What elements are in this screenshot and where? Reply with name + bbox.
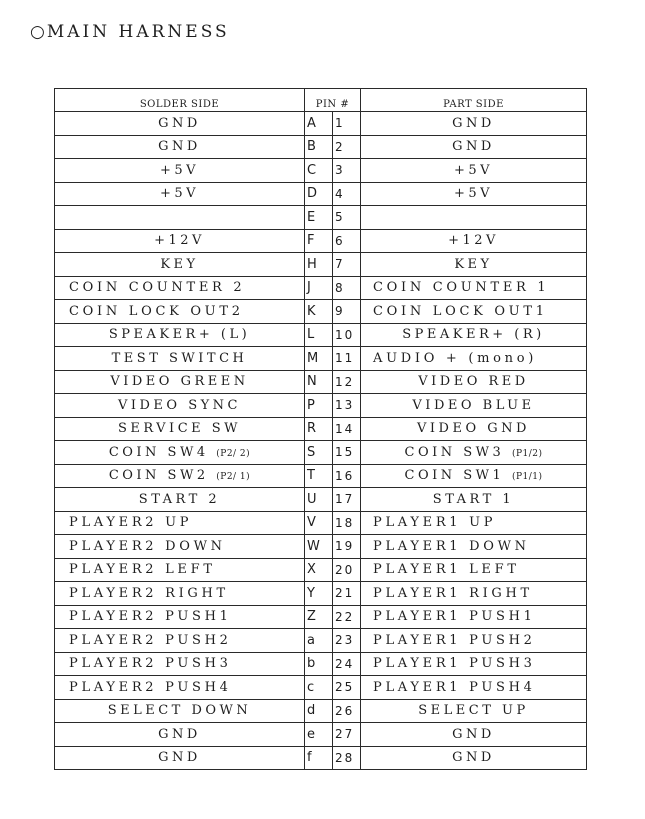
solder-signal-label: PLAYER2 UP [69,515,193,531]
part-signal-note: (P1/2) [511,448,543,459]
part-signal-label: GND [452,726,495,742]
table-header-row [55,89,587,112]
pin-number-cell: 14 [333,417,361,441]
table-row [55,558,587,582]
solder-signal-label: SERVICE SW [117,421,242,437]
solder-side-cell [55,370,305,394]
solder-signal-note: (P2/ 2) [216,448,251,459]
part-side-cell [361,676,587,700]
pin-number-cell: 11 [333,347,361,371]
pin-letter-cell: K [305,300,333,324]
part-signal-label: PLAYER1 LEFT [373,562,520,578]
pin-number-cell: 23 [333,629,361,653]
pin-number-cell: 10 [333,323,361,347]
solder-side-cell [55,676,305,700]
solder-signal-label: GND [158,139,201,155]
solder-side-cell [55,464,305,488]
solder-side-cell [55,558,305,582]
solder-side-cell [55,488,305,512]
table-row [55,229,587,253]
solder-signal-label: +5V [159,162,200,178]
part-signal-label: PLAYER1 PUSH3 [373,656,536,672]
solder-signal-label: PLAYER2 PUSH1 [69,609,232,625]
pin-letter-cell: c [305,676,333,700]
pin-letter-cell: S [305,441,333,465]
pin-number-cell: 15 [333,441,361,465]
pin-letter-cell: Y [305,582,333,606]
solder-signal-label: GND [158,115,201,131]
part-side-cell [361,276,587,300]
part-side-cell [361,417,587,441]
pin-number-cell: 4 [333,182,361,206]
part-side-cell [361,582,587,606]
part-side-cell [361,464,587,488]
pin-letter-cell: b [305,652,333,676]
part-signal-label: COIN LOCK OUT1 [373,303,548,319]
pin-number-cell: 27 [333,723,361,747]
solder-side-cell [55,112,305,136]
pin-number-cell: 17 [333,488,361,512]
pin-letter-cell: E [305,206,333,230]
pin-letter-cell: V [305,511,333,535]
pin-letter-cell: C [305,159,333,183]
part-signal-label: COIN COUNTER 1 [373,280,550,296]
table-row [55,582,587,606]
part-side-cell [361,253,587,277]
part-side-cell [361,605,587,629]
part-side-cell [361,112,587,136]
solder-signal-label: VIDEO GREEN [110,374,249,390]
table-row [55,206,587,230]
solder-side-cell [55,511,305,535]
solder-side-cell [55,582,305,606]
part-signal-label: PLAYER1 UP [373,515,497,531]
table-row [55,746,587,770]
table-row [55,370,587,394]
solder-signal-label: PLAYER2 PUSH2 [69,632,232,648]
solder-side-cell [55,441,305,465]
pin-number-cell: 16 [333,464,361,488]
part-signal-label: +5V [453,186,494,202]
solder-signal-label: +5V [159,186,200,202]
solder-side-cell [55,723,305,747]
solder-side-cell [55,699,305,723]
table-row [55,511,587,535]
solder-side-cell [55,159,305,183]
part-side-cell [361,535,587,559]
solder-signal-label: COIN SW2 [108,468,209,484]
part-signal-label: COIN SW3 [404,444,505,460]
solder-signal-label: GND [158,726,201,742]
part-signal-label: START 1 [432,491,515,507]
solder-signal-label: SPEAKER+ (L) [108,327,251,343]
part-side-cell [361,300,587,324]
pin-number-cell: 7 [333,253,361,277]
table-row [55,394,587,418]
pin-letter-cell: f [305,746,333,770]
part-side-cell [361,652,587,676]
harness-pinout-table [54,88,587,770]
solder-signal-label: VIDEO SYNC [117,397,242,413]
part-side-cell [361,135,587,159]
part-signal-label: GND [452,139,495,155]
pin-letter-cell: A [305,112,333,136]
pin-number-cell: 28 [333,746,361,770]
part-signal-label: SELECT UP [418,703,529,719]
part-side-cell [361,229,587,253]
solder-side-cell [55,253,305,277]
part-signal-label: PLAYER1 PUSH1 [373,609,536,625]
solder-signal-label: COIN SW4 [108,444,209,460]
solder-side-cell [55,300,305,324]
solder-side-cell [55,323,305,347]
table-row [55,182,587,206]
table-row [55,159,587,183]
part-side-cell [361,511,587,535]
solder-side-cell [55,652,305,676]
solder-signal-label: GND [158,750,201,766]
pin-number-cell: 26 [333,699,361,723]
table-row [55,276,587,300]
pin-letter-cell: U [305,488,333,512]
part-side-header: PART SIDE [361,89,587,112]
pin-letter-cell: a [305,629,333,653]
pin-letter-cell: B [305,135,333,159]
table-row [55,300,587,324]
part-side-cell [361,370,587,394]
pin-number-cell: 3 [333,159,361,183]
pin-letter-cell: M [305,347,333,371]
table-row [55,135,587,159]
table-row [55,535,587,559]
pin-letter-cell: R [305,417,333,441]
part-signal-label: PLAYER1 PUSH2 [373,632,536,648]
solder-side-cell [55,182,305,206]
part-signal-label: VIDEO GND [417,421,530,437]
part-side-cell [361,488,587,512]
solder-signal-label: COIN COUNTER 2 [69,280,246,296]
part-signal-label: PLAYER1 DOWN [373,538,530,554]
table-row [55,323,587,347]
part-side-cell [361,394,587,418]
pin-letter-cell: L [305,323,333,347]
part-side-cell [361,441,587,465]
solder-signal-label: PLAYER2 PUSH3 [69,656,232,672]
part-signal-label: VIDEO BLUE [412,397,535,413]
table-row [55,605,587,629]
solder-signal-label: PLAYER2 DOWN [69,538,226,554]
pin-letter-cell: N [305,370,333,394]
pin-number-cell: 6 [333,229,361,253]
pin-letter-cell: H [305,253,333,277]
pin-number-header: PIN # [305,89,361,112]
page-title [30,22,230,42]
table-row [55,629,587,653]
solder-side-cell [55,746,305,770]
part-side-cell [361,323,587,347]
pin-letter-cell: F [305,229,333,253]
solder-side-cell [55,394,305,418]
solder-side-cell [55,605,305,629]
pin-letter-cell: X [305,558,333,582]
pin-letter-cell: Z [305,605,333,629]
solder-signal-label: PLAYER2 LEFT [69,562,216,578]
part-side-cell [361,723,587,747]
part-signal-label: PLAYER1 RIGHT [373,585,533,601]
pin-number-cell: 19 [333,535,361,559]
solder-side-cell [55,535,305,559]
pin-letter-cell: T [305,464,333,488]
table-row [55,464,587,488]
pin-number-cell: 20 [333,558,361,582]
part-side-cell [361,206,587,230]
table-row [55,417,587,441]
pin-number-cell: 24 [333,652,361,676]
pin-number-cell: 22 [333,605,361,629]
table-row [55,112,587,136]
pin-number-cell: 18 [333,511,361,535]
pin-number-cell: 1 [333,112,361,136]
pin-number-cell: 5 [333,206,361,230]
part-side-cell [361,182,587,206]
table-body [55,112,587,770]
table-row [55,347,587,371]
solder-signal-note: (P2/ 1) [216,472,251,483]
solder-signal-label: TEST SWITCH [111,350,248,366]
pin-letter-cell: P [305,394,333,418]
pin-letter-cell: e [305,723,333,747]
table-row [55,652,587,676]
solder-side-cell [55,206,305,230]
pin-number-cell: 25 [333,676,361,700]
part-signal-label: SPEAKER+ (R) [402,327,545,343]
part-side-cell [361,558,587,582]
pin-number-cell: 8 [333,276,361,300]
pin-letter-cell: W [305,535,333,559]
table-row [55,441,587,465]
solder-signal-label: START 2 [138,491,221,507]
solder-side-cell [55,629,305,653]
pin-number-cell: 21 [333,582,361,606]
pin-number-cell: 9 [333,300,361,324]
part-signal-label: GND [452,115,495,131]
table-row [55,676,587,700]
part-side-cell [361,699,587,723]
solder-side-cell [55,135,305,159]
circle-bullet-icon: ○ [30,22,45,42]
solder-side-cell [55,276,305,300]
pin-number-cell: 12 [333,370,361,394]
part-signal-label: PLAYER1 PUSH4 [373,679,536,695]
part-signal-label: +12V [448,233,499,249]
table-row [55,723,587,747]
part-side-cell [361,629,587,653]
solder-signal-label: +12V [154,233,205,249]
pin-letter-cell: d [305,699,333,723]
part-signal-label: GND [452,750,495,766]
part-signal-label: +5V [453,162,494,178]
solder-signal-label: KEY [160,256,199,272]
solder-signal-label: SELECT DOWN [107,703,252,719]
part-side-cell [361,746,587,770]
solder-side-header: SOLDER SIDE [55,89,305,112]
page-title-text: MAIN HARNESS [46,22,230,42]
table-row [55,699,587,723]
solder-signal-label: PLAYER2 RIGHT [69,585,229,601]
part-signal-label: KEY [454,256,493,272]
part-side-cell [361,159,587,183]
part-signal-note: (P1/1) [511,472,543,483]
pin-letter-cell: J [305,276,333,300]
part-signal-label: VIDEO RED [418,374,529,390]
part-side-cell [361,347,587,371]
part-signal-label: AUDIO + (mono) [373,350,538,366]
solder-signal-label: COIN LOCK OUT2 [69,303,244,319]
solder-signal-label: PLAYER2 PUSH4 [69,679,232,695]
table-row [55,253,587,277]
pin-number-cell: 13 [333,394,361,418]
solder-side-cell [55,229,305,253]
pin-letter-cell: D [305,182,333,206]
solder-side-cell [55,417,305,441]
table-row [55,488,587,512]
pin-number-cell: 2 [333,135,361,159]
solder-side-cell [55,347,305,371]
part-signal-label: COIN SW1 [404,468,505,484]
